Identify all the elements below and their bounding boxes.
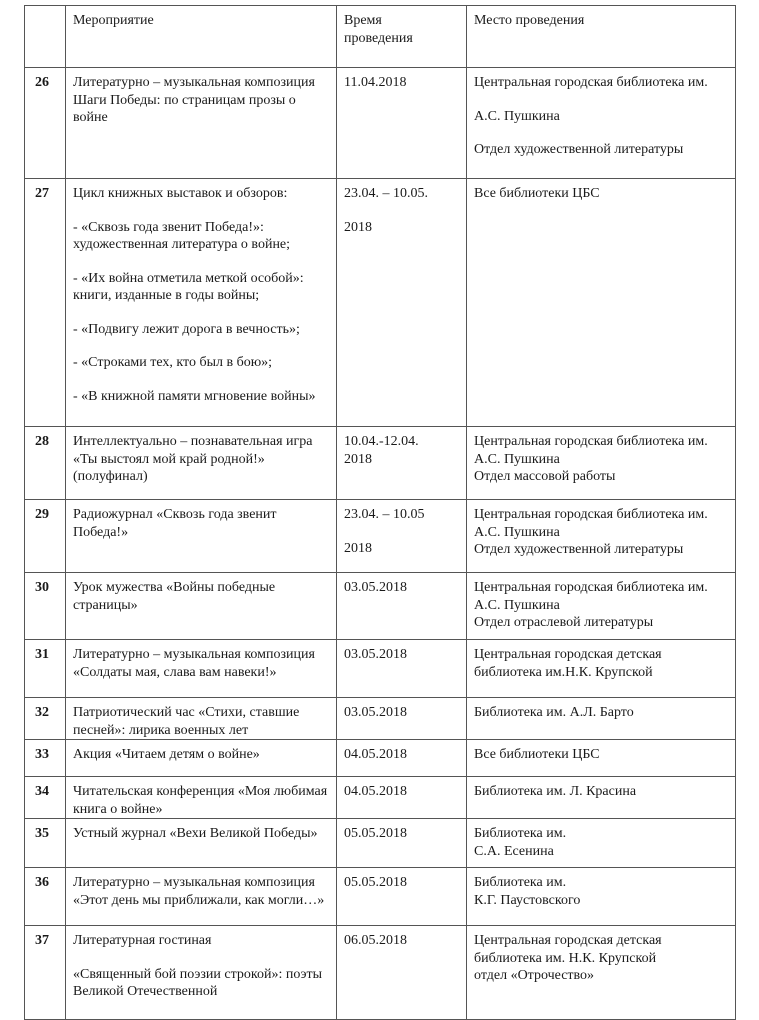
time-cell — [337, 868, 467, 926]
event-text: - «Строками тех, кто был в бою»; — [73, 355, 273, 370]
event-text: «Священный бой поэзии строкой»: поэты Великой Отечественной — [73, 966, 323, 999]
table-row — [25, 819, 736, 868]
event-cell — [66, 819, 337, 868]
place-text: Все библиотеки ЦБС — [474, 186, 600, 201]
time-text: 04.05.2018 — [344, 747, 407, 762]
place-cell — [467, 427, 736, 500]
event-cell — [66, 640, 337, 698]
place-text: Центральная городская библиотека им. А.С. Пушкина — [474, 580, 708, 613]
place-cell — [467, 926, 736, 1020]
table-row — [25, 926, 736, 1020]
time-text: 10.04.-12.04. 2018 — [344, 434, 419, 467]
event-cell — [66, 427, 337, 500]
table-row — [25, 740, 736, 777]
time-cell — [337, 573, 467, 640]
event-text: Литературно – музыкальная композиция «Этот день мы приближали, как могли…» — [73, 875, 325, 908]
place-cell — [467, 68, 736, 179]
place-cell — [467, 819, 736, 868]
row-number: 30 — [25, 573, 66, 640]
table-row — [25, 427, 736, 500]
table-row — [25, 868, 736, 926]
time-cell — [337, 740, 467, 777]
place-cell — [467, 777, 736, 819]
time-cell — [337, 68, 467, 179]
row-number: 35 — [25, 819, 66, 868]
table-row — [25, 573, 736, 640]
row-number: 36 — [25, 868, 66, 926]
table-header-row — [25, 6, 736, 68]
place-cell — [467, 179, 736, 427]
event-text: Урок мужества «Войны победные страницы» — [73, 580, 276, 613]
place-text: Библиотека им. — [474, 826, 567, 841]
event-text: Цикл книжных выставок и обзоров: — [73, 186, 288, 201]
event-text: Интеллектуально – познавательная игра «Ты выстоял мой край родной!» (полуфинал) — [73, 434, 313, 484]
row-number: 31 — [25, 640, 66, 698]
time-text: 06.05.2018 — [344, 933, 407, 948]
time-text: 05.05.2018 — [344, 826, 407, 841]
place-text: Центральная городская библиотека им. — [474, 75, 708, 90]
header-event: Мероприятие — [66, 6, 337, 68]
place-text: Все библиотеки ЦБС — [474, 747, 600, 762]
place-text: отдел «Отрочество» — [474, 968, 595, 983]
event-text: Устный журнал «Вехи Великой Победы» — [73, 826, 318, 841]
events-table — [24, 5, 736, 1020]
table-row — [25, 179, 736, 427]
place-cell — [467, 698, 736, 740]
header-time-text: Время проведения — [344, 13, 413, 46]
time-cell — [337, 926, 467, 1020]
time-text: 03.05.2018 — [344, 647, 407, 662]
event-text: - «Сквозь года звенит Победа!»: художественная литература о войне; — [73, 219, 291, 252]
event-text: Радиожурнал «Сквозь года звенит Победа!» — [73, 507, 277, 540]
time-cell — [337, 500, 467, 573]
event-text: - «Их война отметила меткой особой»: книги, изданные в годы войны; — [73, 270, 304, 303]
time-text: 03.05.2018 — [344, 580, 407, 595]
time-cell — [337, 179, 467, 427]
event-text: Литературная гостиная — [73, 933, 212, 948]
event-cell — [66, 68, 337, 179]
event-text: - «В книжной памяти мгновение войны» — [73, 388, 316, 404]
place-text: Отдел художественной литературы — [474, 142, 684, 157]
row-number: 32 — [25, 698, 66, 740]
place-cell — [467, 573, 736, 640]
place-cell — [467, 740, 736, 777]
row-number: 27 — [25, 179, 66, 427]
event-cell — [66, 740, 337, 777]
time-text: 23.04. – 10.05. — [344, 186, 428, 201]
event-text: Читательская конференция «Моя любимая книга о войне» — [73, 784, 328, 817]
time-text: 2018 — [344, 540, 372, 556]
event-cell — [66, 698, 337, 740]
place-cell — [467, 640, 736, 698]
row-number: 28 — [25, 427, 66, 500]
place-text: К.Г. Паустовского — [474, 892, 581, 908]
place-text: Библиотека им. Л. Красина — [474, 784, 637, 799]
place-text: Отдел массовой работы — [474, 469, 616, 484]
time-text: 04.05.2018 — [344, 784, 407, 799]
time-text: 11.04.2018 — [344, 75, 407, 90]
row-number: 34 — [25, 777, 66, 819]
time-text: 23.04. – 10.05 — [344, 507, 425, 522]
row-number: 37 — [25, 926, 66, 1020]
table-row — [25, 640, 736, 698]
time-cell — [337, 777, 467, 819]
place-text: Центральная городская библиотека им. А.С. Пушкина — [474, 507, 708, 540]
place-text: Отдел художественной литературы — [474, 542, 684, 557]
place-text: Библиотека им. — [474, 875, 567, 890]
event-cell — [66, 573, 337, 640]
event-text: Литературно – музыкальная композиция «Солдаты мая, слава вам навеки!» — [73, 647, 315, 680]
place-text: Центральная городская детская библиотека им. Н.К. Крупской — [474, 933, 662, 966]
table-row — [25, 500, 736, 573]
place-text: Отдел отраслевой литературы — [474, 615, 654, 630]
time-text: 2018 — [344, 219, 372, 235]
event-cell — [66, 500, 337, 573]
place-text: С.А. Есенина — [474, 843, 554, 859]
event-cell — [66, 926, 337, 1020]
time-text: 03.05.2018 — [344, 705, 407, 720]
header-num — [25, 6, 66, 68]
place-text: Центральная городская детская библиотека им.Н.К. Крупской — [474, 647, 662, 680]
event-text: - «Подвигу лежит дорога в вечность»; — [73, 321, 300, 337]
event-text: Акция «Читаем детям о войне» — [73, 747, 260, 762]
event-text: Патриотический час «Стихи, ставшие песней»: лирика военных лет — [73, 705, 300, 738]
place-text: Библиотека им. А.Л. Барто — [474, 705, 634, 720]
event-text: Литературно – музыкальная композиция Шаги Победы: по страницам прозы о войне — [73, 75, 315, 125]
table-row — [25, 698, 736, 740]
place-cell — [467, 868, 736, 926]
event-cell — [66, 777, 337, 819]
row-number: 29 — [25, 500, 66, 573]
place-cell — [467, 500, 736, 573]
row-number: 33 — [25, 740, 66, 777]
place-text: Центральная городская библиотека им. А.С. Пушкина — [474, 434, 708, 467]
time-cell — [337, 427, 467, 500]
time-cell — [337, 698, 467, 740]
event-cell — [66, 179, 337, 427]
place-text: А.С. Пушкина — [474, 108, 560, 124]
header-time — [337, 6, 467, 68]
table-row — [25, 68, 736, 179]
time-cell — [337, 819, 467, 868]
event-cell — [66, 868, 337, 926]
time-text: 05.05.2018 — [344, 875, 407, 890]
table-row — [25, 777, 736, 819]
header-place: Место проведения — [467, 6, 736, 68]
time-cell — [337, 640, 467, 698]
row-number: 26 — [25, 68, 66, 179]
